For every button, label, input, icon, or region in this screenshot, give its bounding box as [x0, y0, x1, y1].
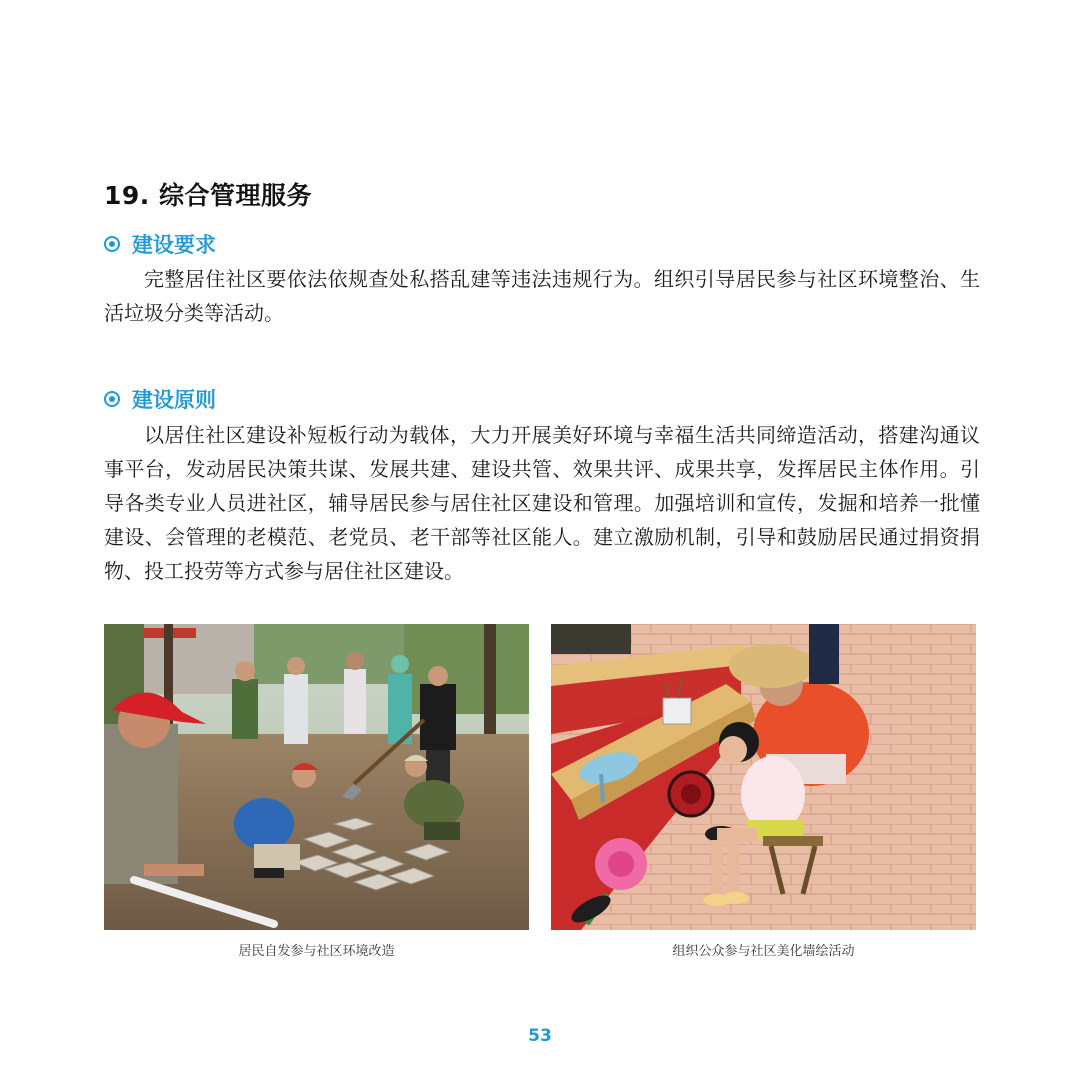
circle-bullet-icon [104, 236, 120, 252]
photo-residents-paving-image [104, 624, 529, 930]
page-number: 53 [528, 1026, 552, 1046]
photo-caption-left: 居民自发参与社区环境改造 [238, 944, 395, 959]
principles-paragraph: 以居住社区建设补短板行动为载体，大力开展美好环境与幸福生活共同缔造活动，搭建沟通议事平台，发动居民决策共谋、发展共建、建设共管、效果共评、成果共享，发挥居民主体作用。引导各类专业人员进社区，辅导居民参与居住社区建设和管理。加强培训和宣传，发掘和培养一批懂建设、会管理的老模范、老党员、老干部等社区能人。建立激励机制，引导和鼓励居民通过捐资捐物、投工投劳等方式参与居住社区建设。 [104, 423, 980, 583]
principles-heading [104, 384, 216, 414]
photo-caption-right: 组织公众参与社区美化墙绘活动 [672, 944, 855, 959]
section-title: 19. 综合管理服务 [104, 181, 312, 210]
circle-bullet-icon [104, 391, 120, 407]
requirements-heading [104, 229, 216, 259]
principles-heading-label: 建设原则 [132, 388, 216, 412]
requirements-heading-label: 建设要求 [132, 233, 216, 257]
requirements-paragraph: 完整居住社区要依法依规查处私搭乱建等违法违规行为。组织引导居民参与社区环境整治、生活垃圾分类等活动。 [104, 267, 980, 325]
photo-residents-paving [104, 624, 529, 930]
photo-mural-painting-image [551, 624, 976, 930]
photo-mural-painting [551, 624, 976, 930]
